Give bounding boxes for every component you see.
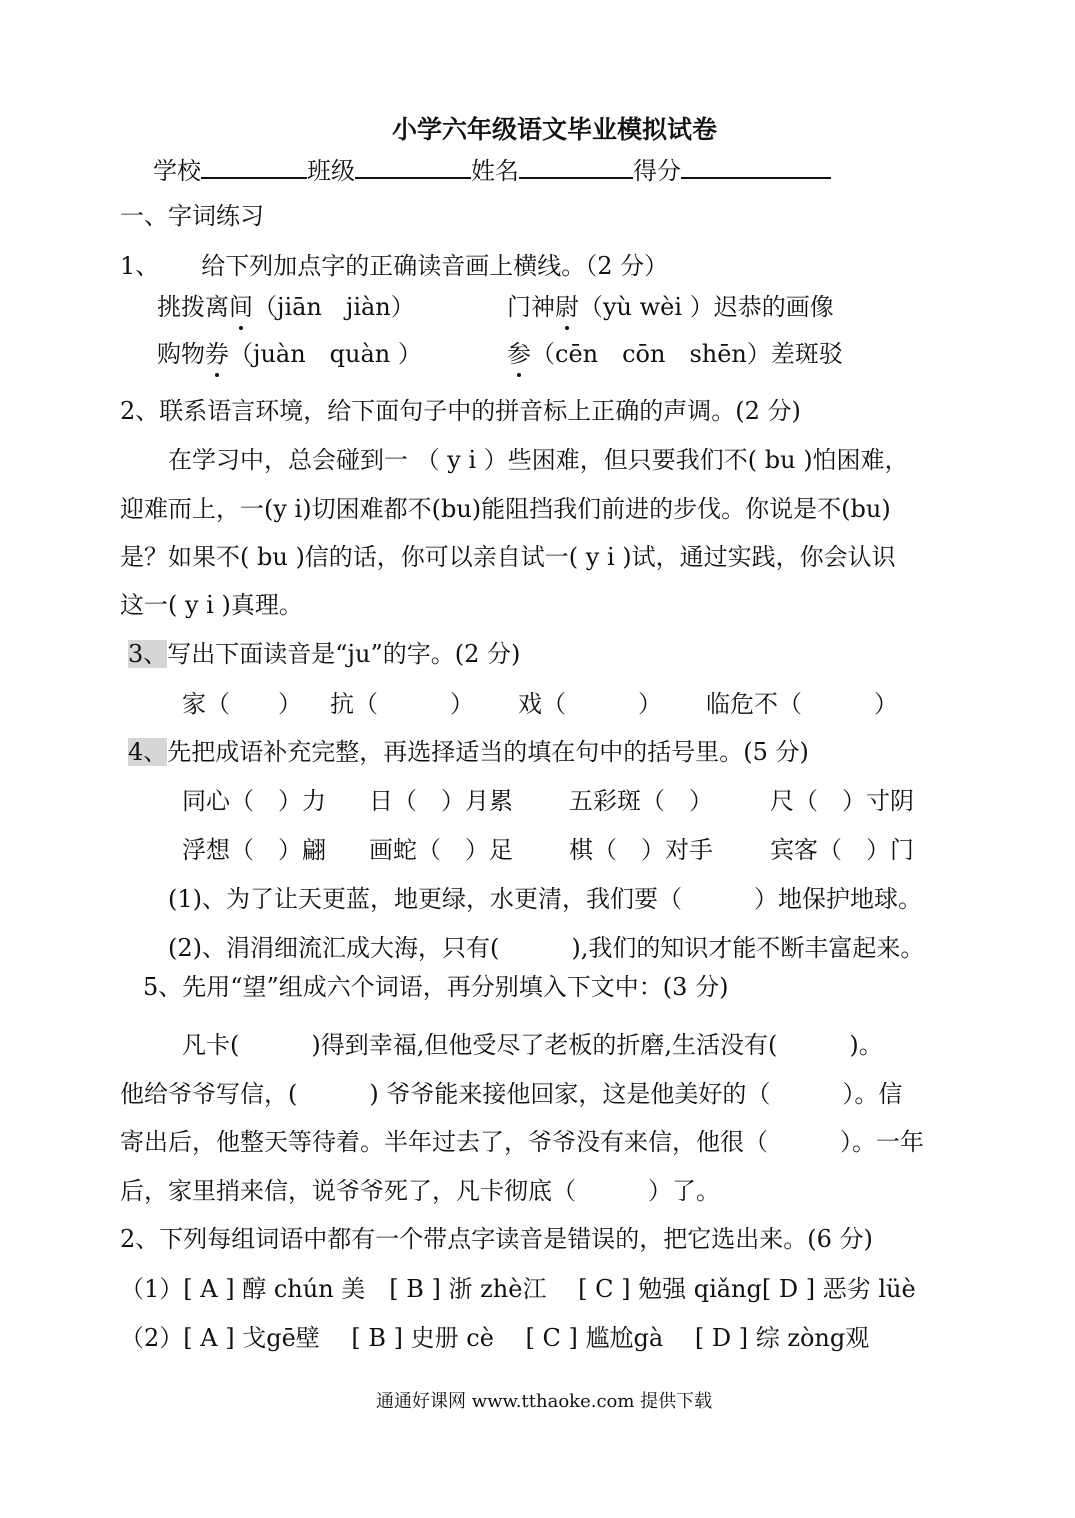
question-3-item: 戏（ ） xyxy=(518,690,662,718)
question-1-row-1b: 门神尉（yù wèi ）迟恭的画像 xyxy=(507,293,834,321)
question-4-number: 4、 xyxy=(128,738,168,766)
question-4-sentence-1: (1)、为了让天更蓝，地更绿，水更清，我们要（ ）地保护地球。 xyxy=(168,885,922,913)
question-4-sentence-2: (2)、涓涓细流汇成大海，只有( ),我们的知识才能不断丰富起来。 xyxy=(168,934,925,962)
dotted-char: 券 xyxy=(205,340,229,368)
question-6-line-2: （2）[ A ] 戈gē壁 [ B ] 史册 cè [ C ] 尴尬gà [ D ] 综 zòng观 xyxy=(120,1324,870,1352)
question-3-item: 家（ ） xyxy=(182,690,302,718)
idiom-item: 同心（ ）力 xyxy=(182,787,326,815)
question-1-text: 给下列加点字的正确读音画上横线。（2 分） xyxy=(201,252,669,280)
section-heading: 一、字词练习 xyxy=(120,202,264,230)
school-label: 学校 xyxy=(153,157,201,185)
idiom-item: 尺（ ）寸阴 xyxy=(770,787,914,815)
name-label: 姓名 xyxy=(471,157,519,185)
question-5-line-3: 寄出后，他整天等待着。半年过去了，爷爷没有来信，他很（ ）。一年 xyxy=(120,1128,924,1156)
score-blank xyxy=(681,153,831,179)
question-5-line-1: 凡卡( )得到幸福,但他受尽了老板的折磨,生活没有( )。 xyxy=(182,1031,883,1059)
idiom-item: 画蛇（ ）足 xyxy=(369,836,513,864)
dotted-char: 参 xyxy=(507,340,531,368)
question-5-line-4: 后，家里捎来信，说爷爷死了，凡卡彻底（ ）了。 xyxy=(120,1177,720,1205)
page-title: 小学六年级语文毕业模拟试卷 xyxy=(392,115,718,144)
question-2-line-2: 迎难而上，一(y i)切困难都不(bu)能阻挡我们前进的步伐。你说是不(bu) xyxy=(120,495,891,523)
page-footer: 通通好课网 www.tthaoke.com 提供下载 xyxy=(376,1391,713,1412)
score-label: 得分 xyxy=(633,157,681,185)
question-3-item: 临危不（ ） xyxy=(706,690,898,718)
dotted-char: 尉 xyxy=(555,293,579,321)
question-5-line-2: 他给爷爷写信，( ) 爷爷能来接他回家，这是他美好的（ ）。信 xyxy=(120,1080,903,1108)
dotted-char: 间 xyxy=(229,293,253,321)
question-2-prompt: 2、联系语言环境，给下面句子中的拼音标上正确的声调。(2 分) xyxy=(120,397,801,425)
question-6-line-1: （1）[ A ] 醇 chún 美 [ B ] 浙 zhè江 [ C ] 勉强 qiǎng[ D ] 恶劣 lüè xyxy=(120,1275,916,1303)
idiom-item: 棋（ ）对手 xyxy=(569,836,713,864)
question-2-line-4: 这一( y i )真理。 xyxy=(120,591,303,619)
school-blank xyxy=(201,153,307,179)
idiom-item: 宾客（ ）门 xyxy=(770,836,914,864)
question-1-row-2a: 购物券（juàn quàn ） xyxy=(157,340,422,368)
question-6-prompt: 2、下列每组词语中都有一个带点字读音是错误的，把它选出来。(6 分) xyxy=(120,1225,873,1253)
question-1-prompt: 1、 给下列加点字的正确读音画上横线。（2 分） xyxy=(120,252,669,280)
idiom-item: 五彩斑（ ） xyxy=(569,787,713,815)
question-3-number: 3、 xyxy=(128,640,168,668)
question-3-item: 抗（ ） xyxy=(330,690,474,718)
question-1-row-1a: 挑拨离间（jiān jiàn） xyxy=(157,293,415,321)
idiom-item: 日（ ）月累 xyxy=(369,787,513,815)
class-label: 班级 xyxy=(307,157,355,185)
question-2-line-1: 在学习中，总会碰到一 （ y i ）些困难，但只要我们不( bu )怕困难， xyxy=(168,446,909,474)
question-2-line-3: 是？如果不( bu )信的话，你可以亲自试一( y i )试，通过实践，你会认识 xyxy=(120,543,896,571)
header-fields xyxy=(153,153,831,187)
question-3-prompt: 3、写出下面读音是“ju”的字。(2 分) xyxy=(128,640,521,668)
question-4-prompt: 4、先把成语补充完整，再选择适当的填在句中的括号里。(5 分) xyxy=(128,738,809,766)
idiom-item: 浮想（ ）翩 xyxy=(182,836,326,864)
question-5-prompt: 5、先用“望”组成六个词语，再分别填入下文中：(3 分) xyxy=(143,973,729,1001)
class-blank xyxy=(355,153,471,179)
question-1-row-2b: 参（cēn cōn shēn）差斑驳 xyxy=(507,340,843,368)
name-blank xyxy=(519,153,633,179)
